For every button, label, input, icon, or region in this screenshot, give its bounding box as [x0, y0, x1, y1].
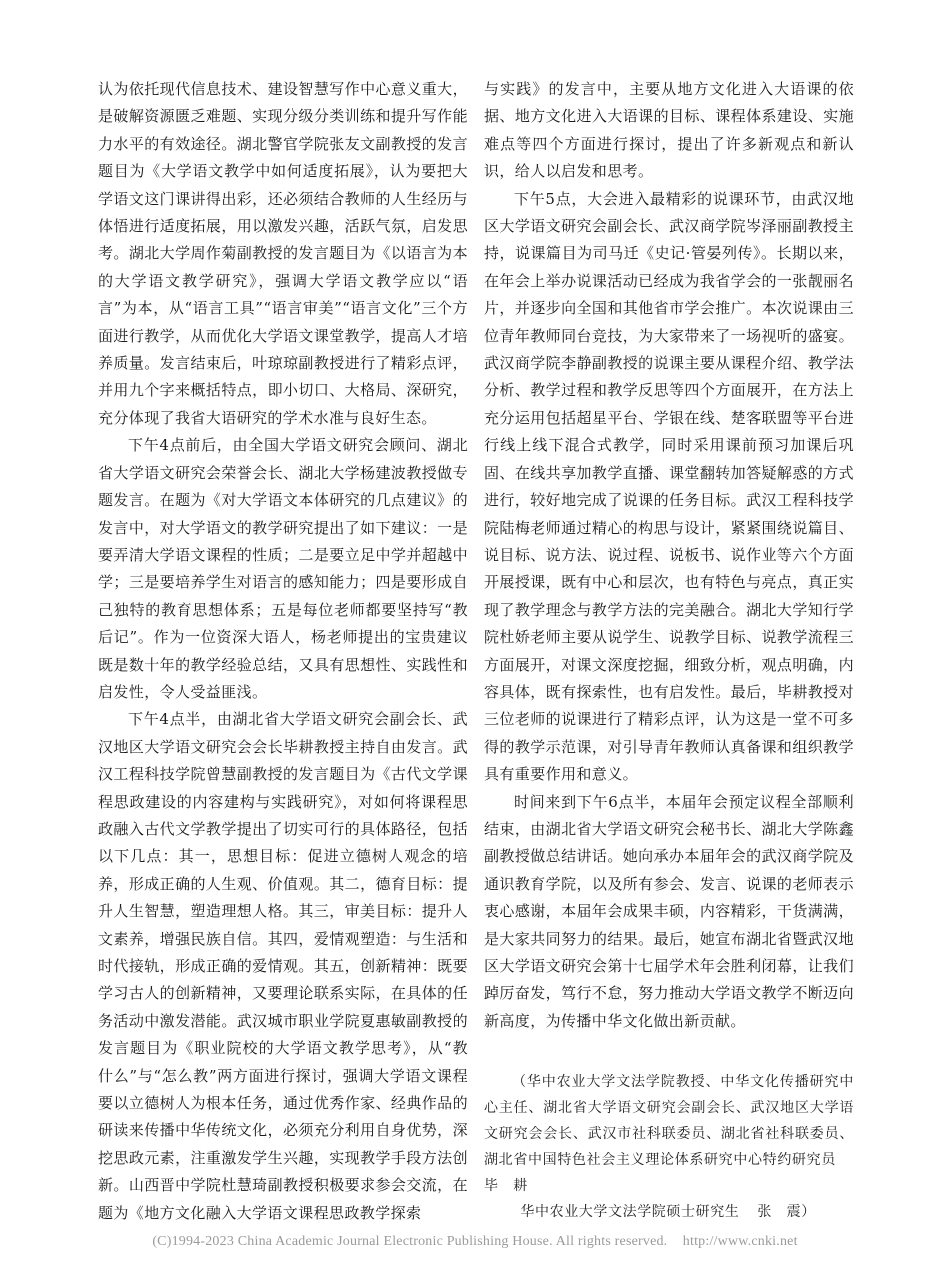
author-name: 张 震）: [757, 1204, 816, 1221]
byline-affiliation-text: （华中农业大学文法学院教授、中华文化传播研究中心主任、湖北省大学语文研究会副会长、武汉地区大学语文研究会会长、武汉市社科联委员、湖北省社科联委员、湖北省中国特色社会主义理论体系研究中心特约研究员: [484, 1074, 854, 1169]
copyright-notice: (C)1994-2023 China Academic Journal Electronic Publishing House. All rights reserved.: [152, 1234, 668, 1249]
author-byline: [484, 1069, 854, 1225]
paragraph: 认为依托现代信息技术、建设智慧写作中心意义重大，是破解资源匮乏难题、实现分级分类训练和提升写作能力水平的有效途径。湖北警官学院张友文副教授的发言题目为《大学语文教学中如何适度拓展》，认为要把大学语文这门课讲得出彩，还必须结合教师的人生经历与体悟进行适度拓展，用以激发兴趣，活跃气氛，启发思考。湖北大学周作菊副教授的发言题目为《以语言为本的大学语文教学研究》，强调大学语文教学应以“语言”为本，从“语言工具”“语言审美”“语言文化”三个方面进行教学，从而优化大学语文课堂教学，提高人才培养质量。发言结束后，叶琼琼副教授进行了精彩点评，并用九个字来概括特点，即小切口、大格局、深研究，充分体现了我省大语研究的学术水准与良好生态。: [98, 80, 468, 427]
paragraph: 时间来到下午6点半，本届年会预定议程全部顺利结束，由湖北省大学语文研究会秘书长、湖北大学陈鑫副教授做总结讲话。她向承办本届年会的武汉商学院及通识教育学院，以及所有参会、发言、说课的老师表示衷心感谢，本届年会成果丰硕，内容精彩，干货满满，是大家共同努力的结果。最后，她宣布湖北省暨武汉地区大学语文研究会第十七届学术年会胜利闭幕，让我们踔厉奋发，笃行不怠，努力推动大学语文教学不断迈向新高度，为传播中华文化做出新贡献。: [484, 792, 854, 1030]
paragraph: 下午4点半，由湖北省大学语文研究会副会长、武汉地区大学语文研究会会长毕耕教授主持自由发言。武汉工程科技学院曾慧副教授的发言题目为《古代文学课程思政建设的内容建构与实践研究》，对如何将课程思政融入古代文学教学提出了切实可行的具体路径，包括以下几点：其一，思想目标：促进立德树人观念的培养，形成正确的人生观、价值观。其二，德育目标：提升人生智慧，塑造理想人格。其三，审美目标：提升人文素养，增强民族自信。其四，爱情观塑造：与生活和时代接轨，形成正确的爱情观。其五，创新精神：既要学习古人的创新精神，又要理论联系实际，在具体的任务活动中激发潜能。武汉城市职业学院夏惠敏副教授的发言题目为《职业院校的大学语文教学思考》，从“教什么”与“怎么教”两方面进行探讨，强调大学语文课程要以立德树人为根本任务，通过优秀作家、经典作品的研读来传播中华传统文化，必须充分利用自身优势，深挖思政元素，注重激发学生兴趣，实现教学手段方法创新。山西晋中学院杜慧琦副教授积极要求参会交流，在题为《地方文化融入大学语文课程思政教学探索: [98, 710, 468, 1222]
paragraph: 下午4点前后，由全国大学语文研究会顾问、湖北省大学语文研究会荣誉会长、湖北大学杨建波教授做专题发言。在题为《对大学语文本体研究的几点建议》的发言中，对大学语文的教学研究提出了如下建议：一是要弄清大学语文课程的性质；二是要立足中学并超越中学；三是要培养学生对语言的感知能力；四是要形成自己独特的教育思想体系；五是每位老师都要坚持写“教后记”。作为一位资深大语人，杨老师提出的宝贵建议既是数十年的教学经验总结，又具有思想性、实践性和启发性，令人受益匪浅。: [98, 436, 468, 701]
left-column: [98, 76, 468, 1227]
footer-url[interactable]: http://www.cnki.net: [682, 1234, 798, 1249]
right-column: [484, 76, 854, 1225]
paragraph: 下午5点，大会进入最精彩的说课环节，由武汉地区大学语文研究会副会长、武汉商学院岑泽丽副教授主持，说课篇目为司马迁《史记·管晏列传》。长期以来，在年会上举办说课活动已经成为我省学会的一张靓丽名片，并逐步向全国和其他省市学会推广。本次说课由三位青年教师同台竞技，为大家带来了一场视听的盛宴。武汉商学院李静副教授的说课主要从课程介绍、教学法分析、教学过程和教学反思等四个方面展开，在方法上充分运用包括超星平台、学银在线、楚客联盟等平台进行线上线下混合式教学，同时采用课前预习加课后巩固、在线共享加教学直播、课堂翻转加答疑解惑的方式进行，较好地完成了说课的任务目标。武汉工程科技学院陆梅老师通过精心的构思与设计，紧紧围绕说篇目、说目标、说方法、说过程、说板书、说作业等六个方面开展授课，既有中心和层次，也有特色与亮点，真正实现了教学理念与教学方法的完美融合。湖北大学知行学院杜娇老师主要从说学生、说教学目标、说教学流程三方面展开，对课文深度挖掘，细致分析，观点明确，内容具体，既有探索性，也有启发性。最后，毕耕教授对三位老师的说课进行了精彩点评，认为这是一堂不可多得的教学示范课，对引导青年教师认真备课和组织教学具有重要作用和意义。: [484, 189, 854, 784]
paragraph: 与实践》的发言中，主要从地方文化进入大语课的依据、地方文化进入大语课的目标、课程体系建设、实施难点等四个方面进行探讨，提出了许多新观点和新认识，给人以启发和思考。: [484, 80, 854, 181]
byline-affiliation-text: 华中农业大学文法学院硕士研究生: [520, 1204, 740, 1221]
byline-affiliation: [484, 1069, 854, 1199]
page-footer: [0, 1234, 950, 1250]
byline-second-author: [484, 1199, 854, 1225]
author-name: 毕 耕: [484, 1178, 528, 1195]
